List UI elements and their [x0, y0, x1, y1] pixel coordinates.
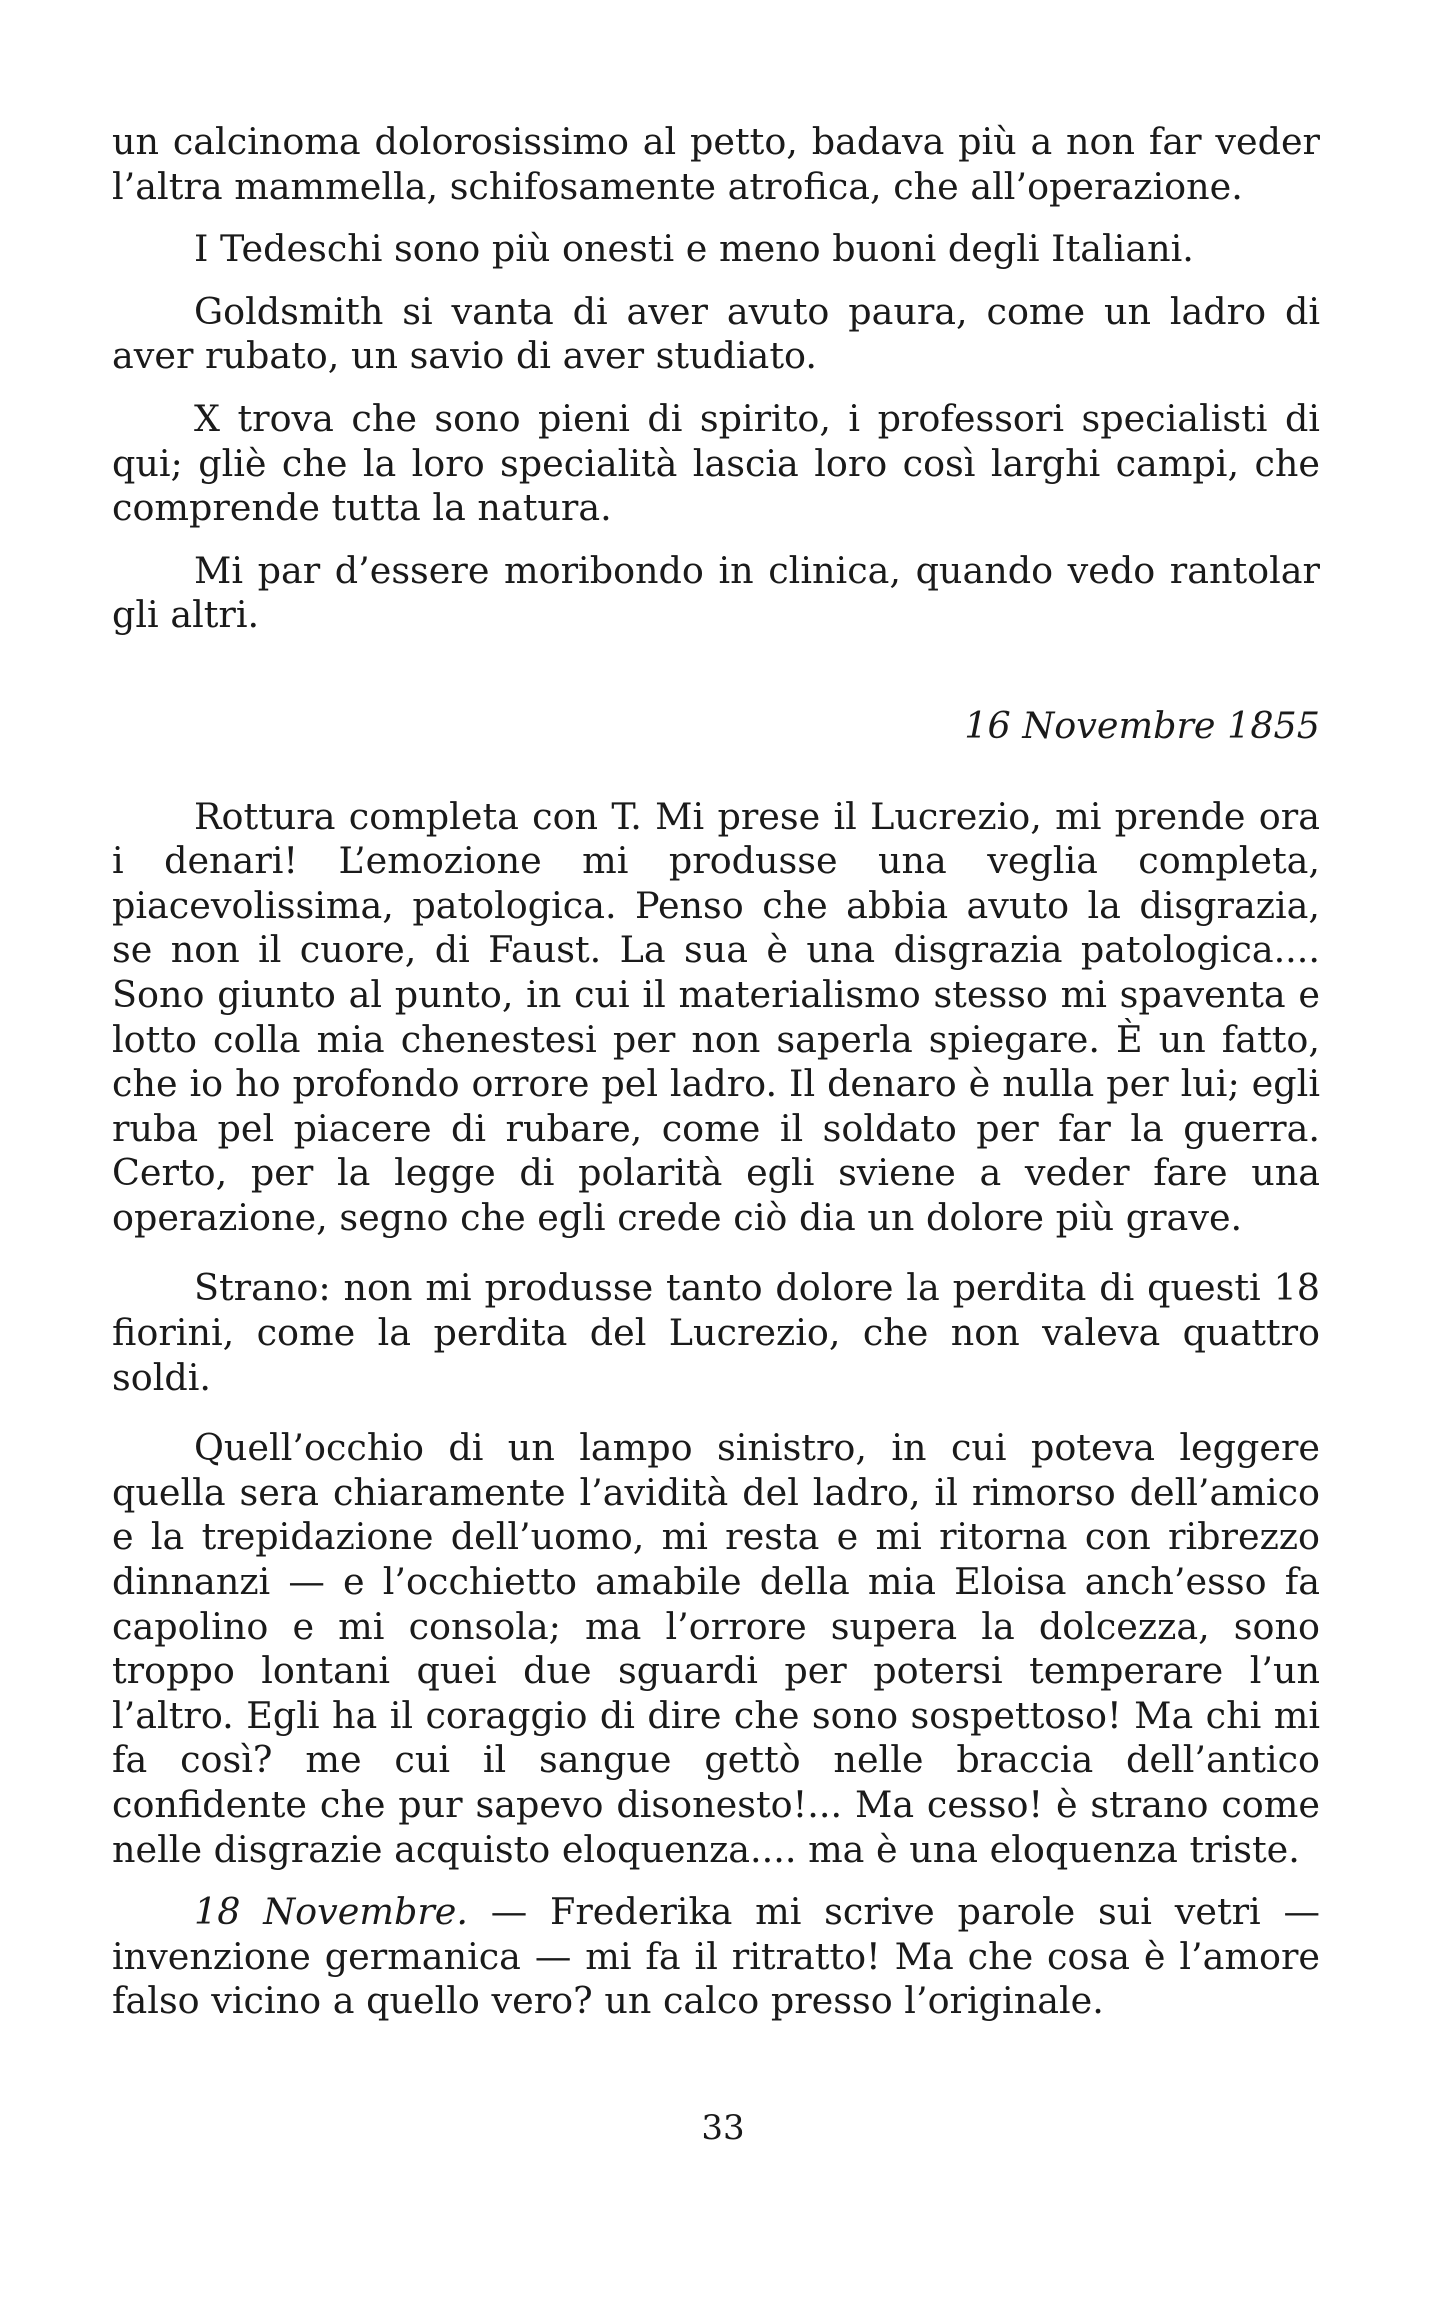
inline-date: 18 Novembre.	[194, 1890, 468, 1934]
paragraph-frederika-text: — Frederika mi scrive parole sui vetri — invenzione germanica — mi fa il ritratto! Ma che cosa è l’amore falso vicino a quello vero? un calco presso l’originale.	[112, 1890, 1320, 2023]
paragraph-strano: Strano: non mi produsse tanto dolore la perdita di questi 18 fiorini, come la perdita del Lucrezio, che non valeva quattro soldi.	[112, 1266, 1320, 1399]
paragraph-moribondo: Mi par d’essere moribondo in clinica, quando vedo rantolar gli altri.	[112, 548, 1320, 637]
paragraph-frederika	[112, 1890, 1320, 2024]
paragraph-goldsmith: Goldsmith si vanta di aver avuto paura, come un ladro di aver rubato, un savio di aver studiato.	[112, 289, 1320, 378]
paragraph-occhio: Quell’occhio di un lampo sinistro, in cui poteva leggere quella sera chiaramente l’avidità del ladro, il rimorso dell’amico e la trepidazione dell’uomo, mi resta e mi ritorna con ribrezzo dinnanzi — e l’occhietto amabile della mia Eloisa anch’esso fa capolino e mi consola; ma l’orrore supera la dolcezza, sono troppo lontani quei due sguardi per potersi temperare l’un l’altro. Egli ha il coraggio di dire che sono sospettoso! Ma chi mi fa così? me cui il sangue gettò nelle braccia dell’antico confidente che pur sapevo disonesto!... Ma cesso! è strano come nelle disgrazie acquisto eloquenza.... ma è una eloquenza triste.	[112, 1426, 1320, 1871]
page-number: 33	[701, 2108, 745, 2148]
date-heading: 16 Novembre 1855	[964, 703, 1320, 747]
paragraph-rottura: Rottura completa con T. Mi prese il Lucrezio, mi prende ora i denari! L’emozione mi produsse una veglia completa, piacevolissima, patologica. Penso che abbia avuto la disgrazia, se non il cuore, di Faust. La sua è una disgrazia patologica.... Sono giunto al punto, in cui il materialismo stesso mi spaventa e lotto colla mia chenestesi per non saperla spiegare. È un fatto, che io ho profondo orrore pel ladro. Il denaro è nulla per lui; egli ruba pel piacere di rubare, come il soldato per far la guerra. Certo, per la legge di polarità egli sviene a veder fare una operazione, segno che egli crede ciò dia un dolore più grave.	[112, 794, 1320, 1239]
paragraph-professori: X trova che sono pieni di spirito, i professori specialisti di qui; gliè che la loro specialità lascia loro così larghi campi, che comprende tutta la natura.	[112, 396, 1320, 530]
page-body	[112, 120, 1320, 2024]
paragraph-tedeschi: I Tedeschi sono più onesti e meno buoni degli Italiani.	[194, 227, 1194, 271]
paragraph-continuation: un calcinoma dolorosissimo al petto, badava più a non far veder l’altra mammella, schifosamente atrofica, che all’operazione.	[112, 120, 1320, 208]
